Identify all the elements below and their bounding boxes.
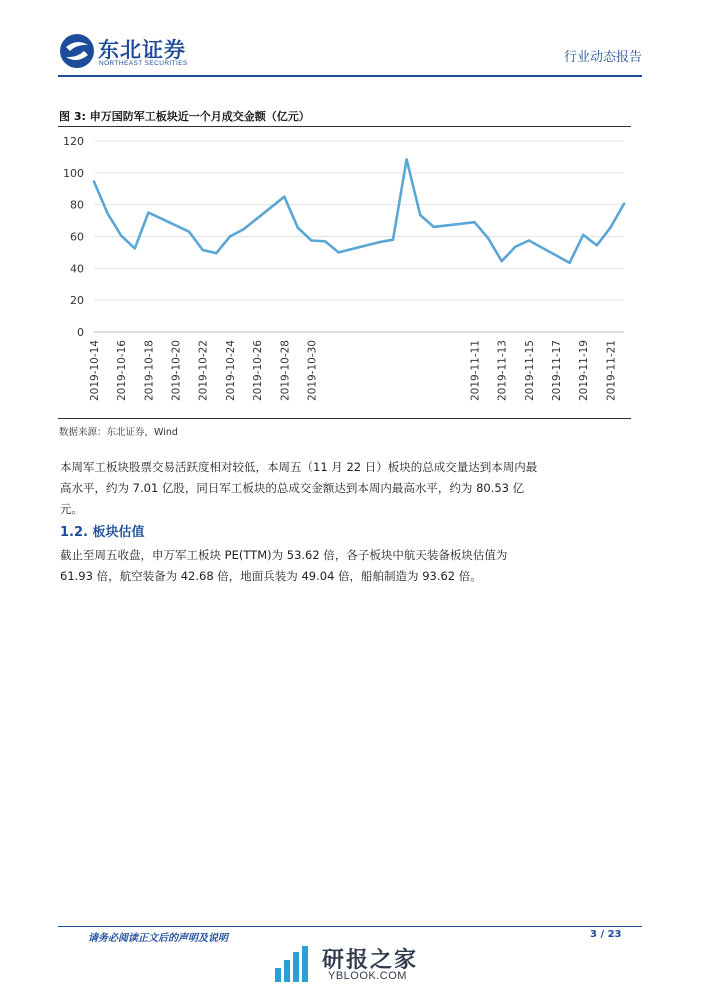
x-tick-label: 2019-10-30 (306, 340, 319, 402)
data-point (106, 212, 108, 214)
data-point (514, 246, 516, 248)
line-chart (58, 128, 631, 416)
page-number: 3 / 23 (590, 929, 622, 940)
y-tick-label: 60 (70, 230, 84, 244)
data-point (528, 239, 530, 241)
logo-mark-icon (58, 32, 96, 70)
x-tick-label: 2019-11-19 (578, 340, 591, 402)
data-point (609, 227, 611, 229)
data-point (147, 211, 149, 213)
x-tick-label: 2019-11-21 (605, 340, 618, 402)
watermark-url: YBLOOK.COM (328, 970, 407, 982)
data-point (596, 244, 598, 246)
x-tick-label: 2019-11-15 (523, 340, 536, 402)
figure-source: 数据来源：东北证券，Wind (59, 427, 178, 438)
figure-bottom-rule (58, 418, 631, 419)
footer-divider (58, 926, 642, 927)
data-point (487, 237, 489, 239)
data-point (568, 262, 570, 264)
x-tick-label: 2019-11-17 (551, 340, 564, 402)
figure-caption: 图 3: 申万国防军工板块近一个月成交金额（亿元） (59, 110, 310, 123)
watermark-text: 研报之家 (322, 948, 419, 973)
data-point (473, 221, 475, 223)
data-point (310, 239, 312, 241)
paragraph-trading-activity: 本周军工板块股票交易活跃度相对较低，本周五（11 月 22 日）板块的总成交量达到本周内最高水平，约为 7.01 亿股，同日军工板块的总成交金额达到本周内最高水平，约为 80.53 亿元。 (60, 460, 538, 516)
y-tick-label: 0 (77, 326, 84, 339)
y-tick-label: 100 (63, 166, 84, 180)
data-point (120, 235, 122, 237)
x-tick-label: 2019-11-13 (496, 340, 509, 402)
data-point (623, 203, 625, 205)
data-point (405, 158, 407, 160)
header-divider (58, 75, 642, 77)
y-tick-label: 40 (70, 262, 84, 276)
logo-subtext: NORTHEAST SECURITIES (99, 60, 188, 67)
logo-text: 东北证券 (98, 38, 186, 62)
x-tick-label: 2019-10-28 (279, 340, 292, 402)
data-point (419, 214, 421, 216)
y-tick-label: 20 (70, 294, 84, 308)
section-title: 1.2. 板块估值 (60, 525, 145, 540)
data-point (202, 249, 204, 251)
x-tick-label: 2019-10-24 (224, 340, 237, 402)
x-tick-label: 2019-10-22 (197, 340, 210, 402)
y-tick-label: 80 (70, 198, 84, 212)
x-tick-label: 2019-10-14 (89, 340, 101, 402)
report-type-label: 行业动态报告 (563, 50, 642, 65)
series-line (94, 159, 624, 262)
data-point (215, 252, 217, 254)
data-point (324, 240, 326, 242)
paragraph-valuation: 截止至周五收盘，申万军工板块 PE(TTM)为 53.62 倍，各子板块中航天装备板块估值为 61.93 倍，航空装备为 42.68 倍，地面兵装为 49.04 倍，船舶制造为 93.62 倍。 (60, 548, 508, 583)
y-tick-label: 120 (63, 135, 84, 148)
data-point (229, 235, 231, 237)
x-tick-label: 2019-10-26 (252, 340, 265, 402)
data-point (134, 247, 136, 249)
data-point (582, 234, 584, 236)
figure-top-rule (58, 126, 631, 127)
data-point (378, 241, 380, 243)
x-tick-label: 2019-10-18 (143, 340, 156, 402)
x-tick-label: 2019-11-11 (469, 340, 482, 402)
data-point (500, 260, 502, 262)
data-point (337, 251, 339, 253)
x-tick-label: 2019-10-20 (170, 340, 183, 402)
data-point (242, 228, 244, 230)
data-point (392, 238, 394, 240)
data-point (433, 226, 435, 228)
data-point (297, 227, 299, 229)
data-point (283, 196, 285, 198)
watermark-bars-icon (273, 944, 315, 984)
data-point (93, 180, 95, 182)
footer-disclaimer: 请务必阅读正文后的声明及说明 (88, 933, 228, 944)
x-tick-label: 2019-10-16 (116, 340, 129, 402)
data-point (188, 231, 190, 233)
